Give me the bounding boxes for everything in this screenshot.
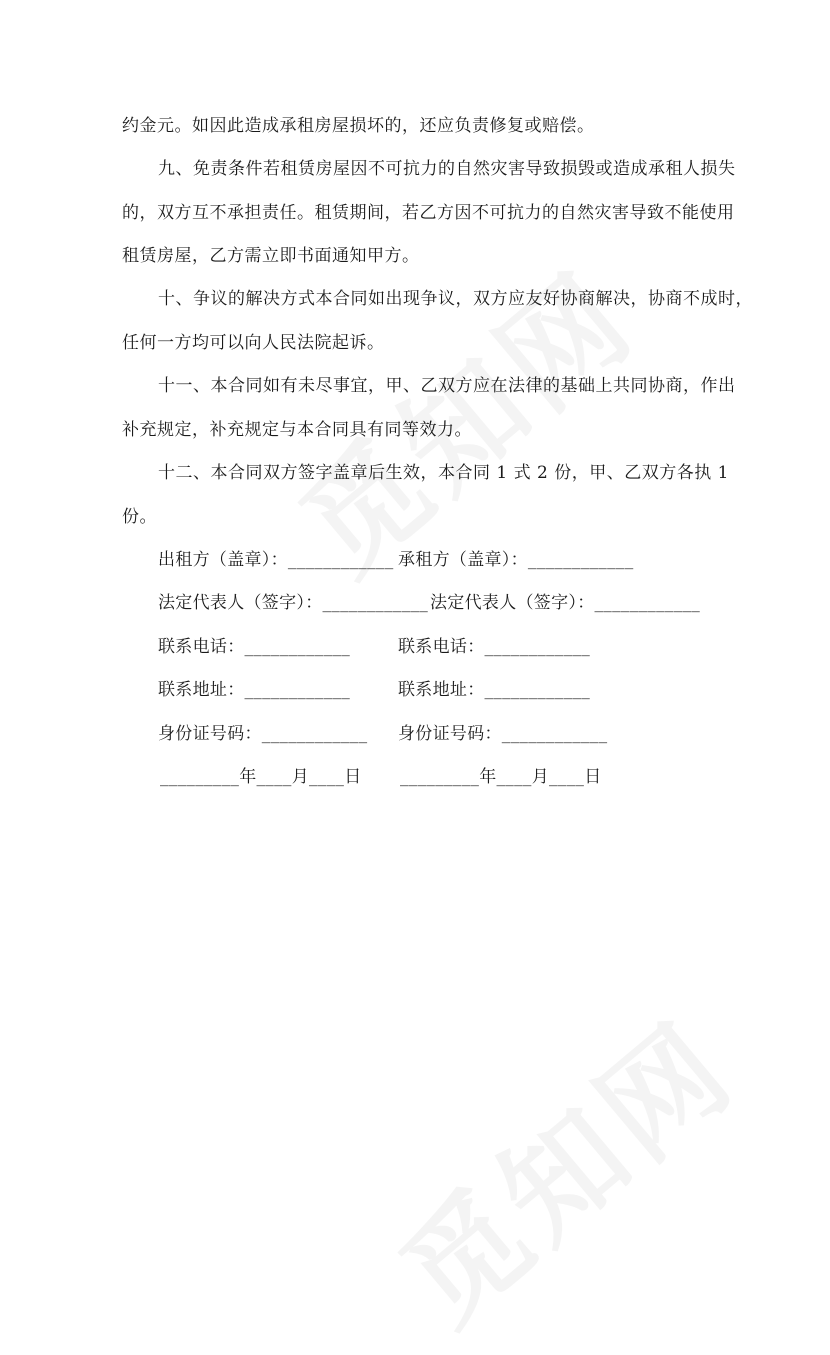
paragraph-line: 九、免责条件若租赁房屋因不可抗力的自然灾害导致损毁或造成承租人损失 (158, 159, 736, 179)
paragraph-line: 十一、本合同如有未尽事宜，甲、乙双方应在法律的基础上共同协商，作出 (158, 376, 736, 396)
paragraph-line: 的，双方互不承担责任。租赁期间，若乙方因不可抗力的自然灾害导致不能使用 (122, 203, 735, 223)
lessor-representative-field: 法定代表人（签字）：____________ (158, 593, 429, 613)
lessee-phone-field: 联系电话：____________ (398, 637, 591, 657)
lessee-date-field: _________年____月____日 (400, 767, 602, 787)
lessee-representative-field: 法定代表人（签字）：____________ (430, 593, 701, 613)
lessee-seal-field: 承租方（盖章）：____________ (398, 550, 634, 570)
paragraph-line: 约金元。如因此造成承租房屋损坏的，还应负责修复或赔偿。 (122, 116, 595, 136)
paragraph-line: 十二、本合同双方签字盖章后生效，本合同 1 式 2 份，甲、乙双方各执 1 (158, 463, 729, 483)
lessor-id-field: 身份证号码：____________ (158, 724, 368, 744)
lessor-date-field: _________年____月____日 (160, 767, 362, 787)
paragraph-line: 租赁房屋，乙方需立即书面通知甲方。 (122, 246, 420, 266)
lessor-seal-field: 出租方（盖章）：____________ (158, 550, 394, 570)
lessee-address-field: 联系地址：____________ (398, 680, 591, 700)
paragraph-line: 份。 (122, 507, 157, 527)
paragraph-line: 十、争议的解决方式本合同如出现争议，双方应友好协商解决，协商不成时， (158, 289, 753, 309)
paragraph-line: 补充规定，补充规定与本合同具有同等效力。 (122, 420, 472, 440)
lessor-phone-field: 联系电话：____________ (158, 637, 351, 657)
paragraph-line: 任何一方均可以向人民法院起诉。 (122, 333, 385, 353)
lessee-id-field: 身份证号码：____________ (398, 724, 608, 744)
watermark-bottom (360, 977, 765, 1355)
lessor-address-field: 联系地址：____________ (158, 680, 351, 700)
